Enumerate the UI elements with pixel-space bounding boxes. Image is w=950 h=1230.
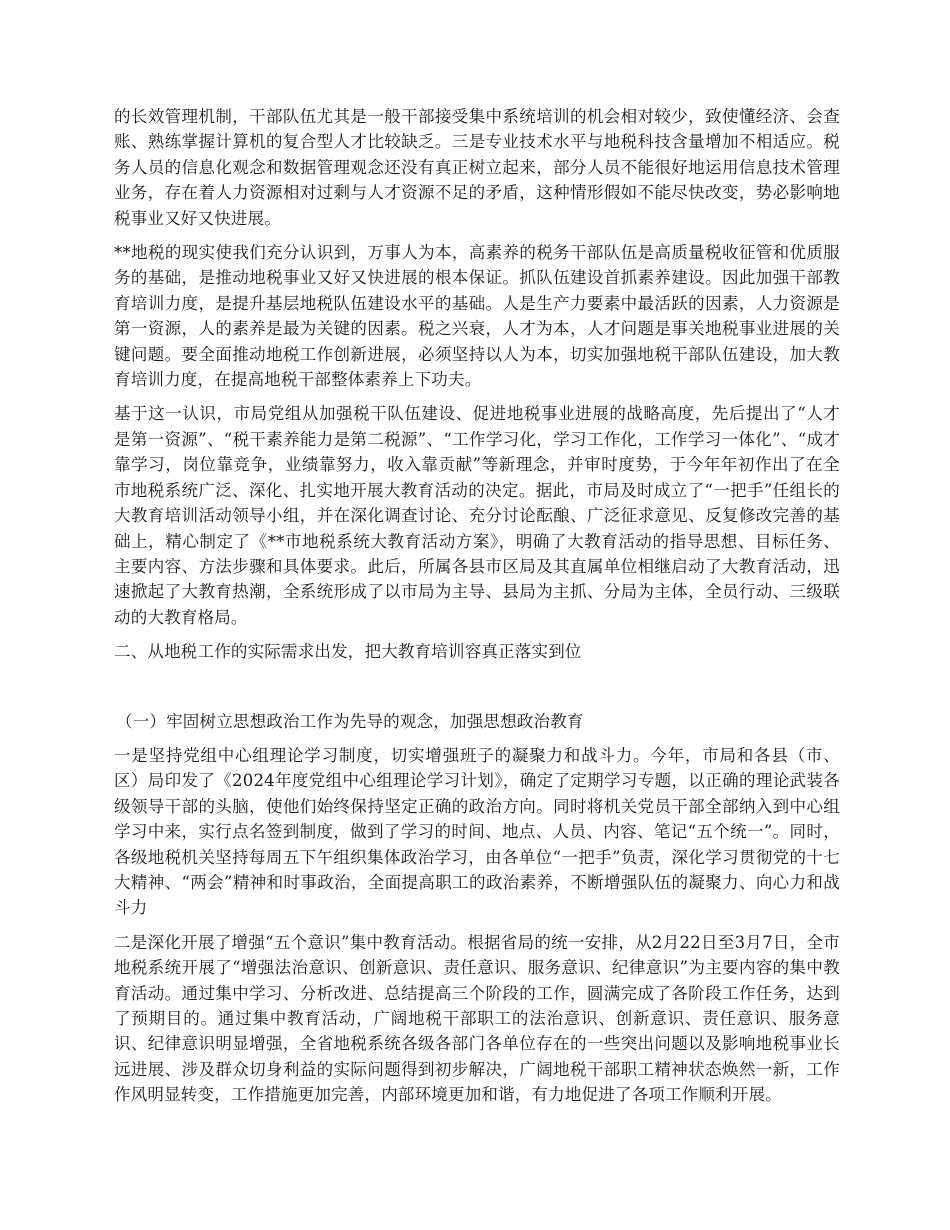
paragraph-talent-shortage: 的长效管理机制，干部队伍尤其是一般干部接受集中系统培训的机会相对较少，致使懂经济、会查账、熟练掌握计算机的复合型人才比较缺乏。三是专业技术水平与地税科技含量增加不相适应。税务人员的信息化观念和数据管理观念还没有真正树立起来，部分人员不能很好地运用信息技术管理业务，存在着人力资源相对过剩与人才资源不足的矛盾，这种情形假如不能尽快改变，势必影响地税事业又好又快进展。 — [114, 107, 840, 228]
paragraph-people-oriented: **地税的现实使我们充分认识到，万事人为本，高素养的税务干部队伍是高质量税收征管和优质服务的基础，是推动地税事业又好又快进展的根本保证。抓队伍建设首抓素养建设。因此加强干部教育培训力度，是提升基层地税队伍建设水平的基础。人是生产力要素中最活跃的因素，人力资源是第一资源，人的素养是最为关键的因素。税之兴衰，人才为本，人才问题是事关地税事业进展的关键问题。要全面推动地税工作创新进展，必须坚持以人为本，切实加强地税干部队伍建设，加大教育培训力度，在提高地税干部整体素养上下功夫。 — [114, 243, 840, 390]
paragraph-five-awareness: 二是深化开展了增强“五个意识”集中教育活动。根据省局的统一安排，从2月22日至3月7日，全市地税系统开展了“增强法治意识、创新意识、责任意识、服务意识、纪律意识”为主要内容的集中教育活动。通过集中学习、分析改进、总结提高三个阶段的工作，圆满完成了各阶段工作任务，达到了预期目的。通过集中教育活动，广阔地税干部职工的法治意识、创新意识、责任意识、服务意识、纪律意识明显增强，全省地税系统各级各部门各单位存在的一些突出问题以及影响地税事业长远进展、涉及群众切身利益的实际问题得到初步解决，广阔地税干部职工精神状态焕然一新，工作作风明显转变，工作措施更加完善，内部环境更加和谐，有力地促进了各项工作顺利开展。 — [114, 932, 840, 1105]
document-page — [114, 104, 840, 1117]
subsection-heading-1: （一）牢固树立思想政治工作为先导的观念，加强思想政治教育 — [116, 711, 584, 731]
section-heading-2: 二、从地税工作的实际需求出发，把大教育培训容真正落实到位 — [114, 642, 582, 662]
paragraph-party-study: 一是坚持党组中心组理论学习制度，切实增强班子的凝聚力和战斗力。今年，市局和各县（市、区）局印发了《2024年度党组中心组理论学习计划》，确定了定期学习专题，以正确的理论武装各级领导干部的头脑，使他们始终保持坚定正确的政治方向。同时将机关党员干部全部纳入到中心组学习中来，实行点名签到制度，做到了学习的时间、地点、人员、内容、笔记“五个统一”。同时，各级地税机关坚持每周五下午组织集体政治学习，由各单位“一把手”负责，深化学习贯彻党的十七大精神、“两会”精神和时事政治，全面提高职工的政治素养，不断增强队伍的凝聚力、向心力和战斗力 — [114, 745, 840, 918]
paragraph-education-campaign: 基于这一认识，市局党组从加强税干队伍建设、促进地税事业进展的战略高度，先后提出了“人才是第一资源”、“税干素养能力是第二税源”、“工作学习化，学习工作化，工作学习一体化”、“成才靠学习，岗位靠竞争，业绩靠努力，收入靠贡献”等新理念，并审时度势，于今年年初作出了在全市地税系统广泛、深化、扎实地开展大教育活动的决定。据此，市局及时成立了“一把手”任组长的大教育培训活动领导小组，并在深化调查讨论、充分讨论酝酿、广泛征求意见、反复修改完善的基础上，精心制定了《**市地税系统大教育活动方案》，明确了大教育活动的指导思想、目标任务、主要内容、方法步骤和具体要求。此后，所属各县市区局及其直属单位相继启动了大教育活动，迅速掀起了大教育热潮，全系统形成了以市局为主导、县局为主抓、分局为主体，全员行动、三级联动的大教育格局。 — [114, 404, 840, 627]
section-spacer — [114, 665, 840, 709]
